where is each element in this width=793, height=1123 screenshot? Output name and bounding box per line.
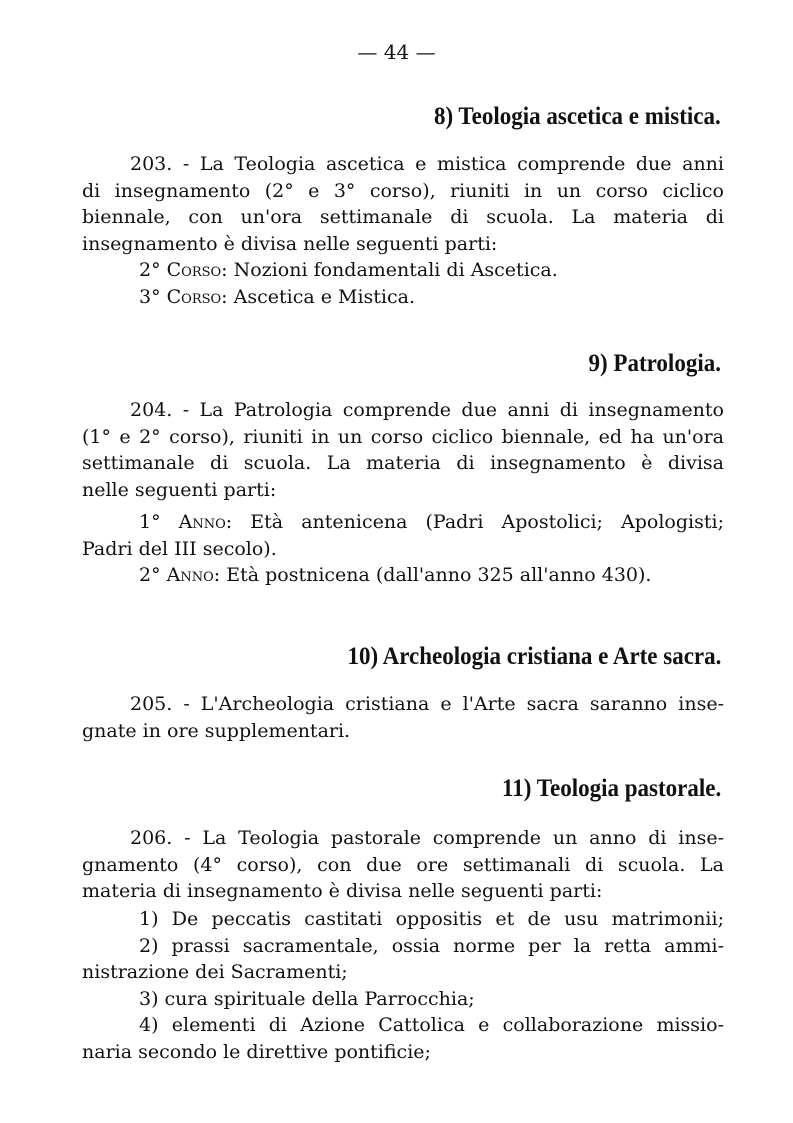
item-label: 3° Corso: xyxy=(139,285,228,308)
paragraph-line: nelle seguenti parti: xyxy=(82,478,277,501)
paragraph-206 xyxy=(82,825,724,905)
item-label: 2° Anno: xyxy=(139,564,221,586)
list-item: 1) De peccatis castitati oppositis et de usu matrimonii; xyxy=(139,908,724,930)
course-list-ascetica xyxy=(82,257,724,310)
topic-list-pastorale xyxy=(82,906,724,1065)
list-item-continuation: nistrazione dei Sacramenti; xyxy=(82,961,348,983)
item-label: 2° Corso: xyxy=(139,259,228,281)
paragraph-line: gnate in ore supplementari. xyxy=(82,719,351,742)
item-text: Ascetica e Mistica. xyxy=(233,285,415,308)
item-text: Nozioni fondamentali di Ascetica. xyxy=(233,259,558,281)
paragraph-line: insegnamento è divisa nelle seguenti parti: xyxy=(82,232,498,255)
section-heading-teologia-pastorale: 11) Teologia pastorale. xyxy=(501,775,721,802)
list-item: 3) cura spirituale della Parrocchia; xyxy=(139,987,475,1010)
list-item xyxy=(82,509,724,536)
course-list-patrologia xyxy=(82,509,724,589)
section-heading-teologia-ascetica: 8) Teologia ascetica e mistica. xyxy=(434,103,721,130)
list-item xyxy=(82,284,724,311)
paragraph-line: (1° e 2° corso), riuniti in un corso ciclico biennale, ed ha un'ora xyxy=(82,425,724,448)
paragraph-line: 203. - La Teologia ascetica e mistica comprende due anni xyxy=(130,153,724,175)
list-item-continuation: naria secondo le direttive pontificie; xyxy=(82,1040,431,1063)
list-item xyxy=(82,562,724,589)
section-heading-archeologia: 10) Archeologia cristiana e Arte sacra. xyxy=(347,643,721,670)
paragraph-line: 204. - La Patrologia comprende due anni di insegnamento xyxy=(130,399,724,421)
paragraph-line: settimanale di scuola. La materia di insegnamento è divisa xyxy=(82,452,724,474)
item-label: 1° Anno: xyxy=(139,511,233,533)
section-heading-patrologia: 9) Patrologia. xyxy=(588,350,721,377)
item-text: Età antenicena (Padri Apostolici; Apologisti; xyxy=(250,511,724,533)
list-item: 4) elementi di Azione Cattolica e collaborazione missio- xyxy=(139,1014,724,1036)
paragraph-line: materia di insegnamento è divisa nelle seguenti parti: xyxy=(82,880,603,902)
paragraph-205 xyxy=(82,691,724,744)
paragraph-line: 206. - La Teologia pastorale comprende un anno di inse- xyxy=(130,827,724,849)
item-text: Età postnicena (dall'anno 325 all'anno 430). xyxy=(226,564,652,586)
paragraph-204 xyxy=(82,397,724,503)
list-item-continuation: Padri del III secolo). xyxy=(82,537,277,560)
paragraph-line: gnamento (4° corso), con due ore settimanali di scuola. La xyxy=(82,853,724,876)
list-item xyxy=(82,257,724,284)
paragraph-line: 205. - L'Archeologia cristiana e l'Arte sacra saranno inse- xyxy=(130,693,724,715)
paragraph-203 xyxy=(82,151,724,257)
list-item: 2) prassi sacramentale, ossia norme per la retta ammi- xyxy=(139,934,724,957)
paragraph-line: di insegnamento (2° e 3° corso), riuniti in un corso ciclico xyxy=(82,179,724,202)
page-number: — 44 — xyxy=(357,40,436,64)
paragraph-line: biennale, con un'ora settimanale di scuola. La materia di xyxy=(82,206,724,228)
